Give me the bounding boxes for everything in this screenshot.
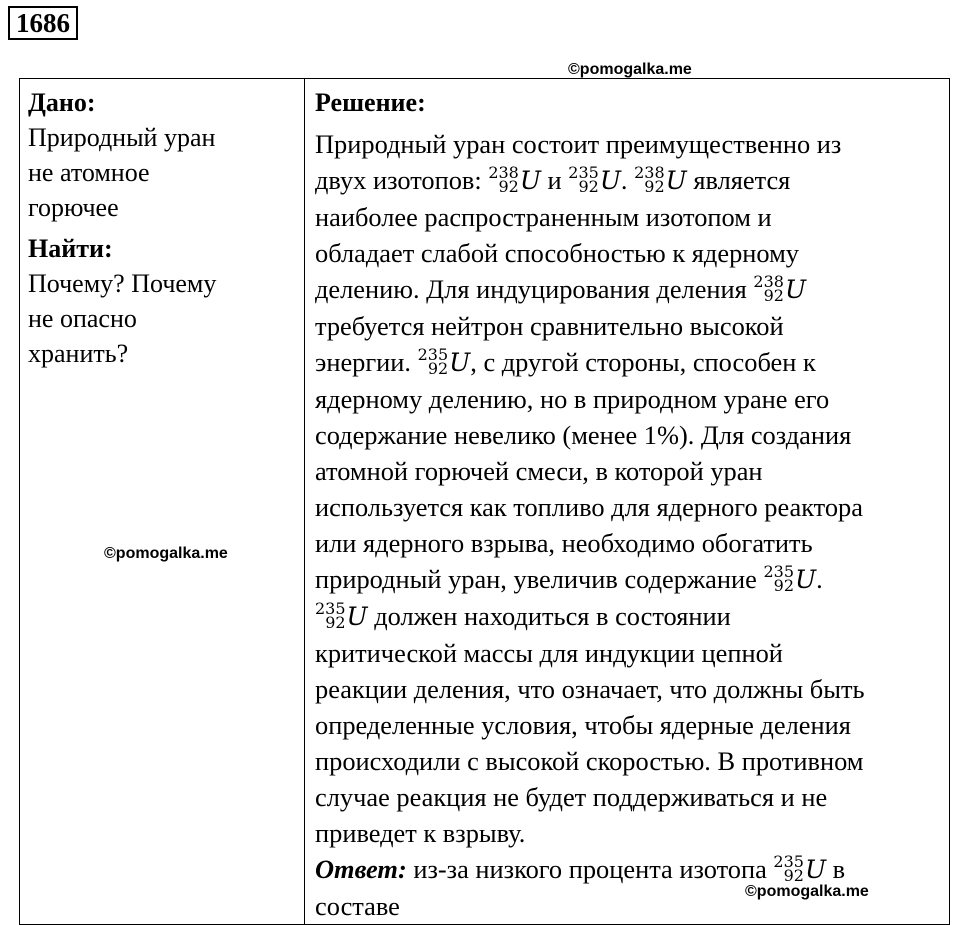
solution-line (315, 344, 945, 381)
text-run: двух изотопов: (315, 165, 489, 195)
solution-line (315, 126, 945, 162)
isotope-u238 (753, 272, 806, 308)
find-line-1: Почему? Почему (28, 269, 217, 298)
solution-line (315, 308, 945, 344)
solution-line (315, 671, 945, 707)
solution-line (315, 779, 945, 815)
watermark-top: ©pomogalka.me (568, 61, 692, 78)
find-text (28, 266, 296, 371)
isotope-u235 (315, 599, 368, 635)
atomic-number: 92 (498, 177, 519, 196)
given-heading: Дано: (28, 88, 96, 117)
given-text (28, 120, 296, 225)
text-run: используется как топливо для ядерного реактора (315, 492, 863, 522)
solution-line (315, 162, 945, 199)
mass-number: 238 (753, 272, 784, 291)
element-symbol: U (804, 855, 827, 884)
text-run: в (826, 854, 846, 884)
mass-number: 235 (568, 163, 599, 182)
mass-number: 235 (315, 599, 346, 618)
element-symbol: U (519, 166, 541, 195)
isotope-u238 (488, 163, 541, 199)
solution-line (315, 453, 945, 489)
solution-line (315, 525, 945, 561)
find-line-2: не опасно (28, 304, 137, 333)
solution-line (315, 635, 945, 671)
text-run: должен находиться в состоянии (367, 601, 731, 631)
solution-column (305, 79, 950, 925)
mass-number: 235 (773, 852, 804, 871)
text-run: приведет к взрыву. (315, 818, 526, 848)
solution-line (315, 489, 945, 525)
solution-line (315, 417, 945, 453)
mass-number: 235 (763, 562, 794, 581)
solution-heading: Решение: (315, 88, 426, 117)
solution-line (315, 199, 945, 235)
isotope-u235 (773, 852, 826, 888)
text-run: составе (315, 891, 400, 921)
element-symbol: U (665, 166, 687, 195)
text-run: , с другой стороны, способен к (470, 347, 816, 377)
text-run: энергии. (315, 347, 418, 377)
text-run: атомной горючей смеси, в которой уран (315, 456, 763, 486)
solution-line (315, 381, 945, 417)
text-run: содержание невелико (менее 1%). Для создания (315, 420, 852, 450)
text-run: . (620, 165, 635, 195)
text-run: происходили с высокой скоростью. В противном (315, 746, 864, 776)
solution-line (315, 743, 945, 779)
solution-line (315, 707, 945, 743)
given-line-1: Природный уран (28, 123, 216, 152)
solution-line (315, 235, 945, 271)
given-column (20, 79, 305, 925)
given-line-3: горючее (28, 193, 119, 222)
solution-line (315, 888, 945, 924)
watermark-bottom: ©pomogalka.me (745, 883, 869, 900)
atomic-number: 92 (427, 359, 449, 378)
solution-line (315, 598, 945, 635)
solution-line (315, 561, 945, 598)
answer-line (315, 851, 945, 888)
mass-number: 238 (488, 163, 519, 182)
element-symbol: U (599, 166, 621, 195)
atomic-number: 92 (578, 177, 599, 196)
text-run: случае реакция не будет поддерживаться и не (315, 782, 828, 812)
watermark-left: ©pomogalka.me (104, 545, 228, 562)
text-run: . (816, 564, 823, 594)
atomic-number: 92 (763, 286, 784, 305)
solution-line (315, 815, 945, 851)
text-run: делению. Для индуцирования деления (315, 274, 754, 304)
task-table (19, 78, 950, 925)
text-run: определенные условия, чтобы ядерные деления (315, 710, 851, 740)
element-symbol: U (784, 275, 807, 304)
atomic-number: 92 (644, 177, 665, 196)
isotope-u235 (568, 163, 621, 199)
isotope-u238 (634, 163, 687, 199)
text-run: или ядерного взрыва, необходимо обогатить (315, 528, 813, 558)
isotope-u235 (763, 562, 816, 598)
isotope-u235 (418, 345, 471, 381)
find-line-3: хранить? (28, 339, 129, 368)
text-run: является (686, 165, 791, 195)
text-run: природный уран, увеличив содержание (315, 564, 764, 594)
text-run: Природный уран состоит преимущественно из (315, 129, 842, 159)
solution-line (315, 271, 945, 308)
atomic-number: 92 (773, 576, 794, 595)
problem-number: 1686 (8, 6, 78, 40)
text-run: наиболее распространенным изотопом и (315, 202, 772, 232)
element-symbol: U (795, 565, 817, 594)
text-run: из-за низкого процента изотопа (406, 854, 774, 884)
given-line-2: не атомное (28, 158, 150, 187)
mass-number: 238 (634, 163, 665, 182)
atomic-number: 92 (325, 613, 346, 632)
text-run: реакции деления, что означает, что должны быть (315, 674, 865, 704)
atomic-number: 92 (783, 866, 804, 885)
mass-number: 235 (417, 345, 449, 364)
solution-text (315, 126, 945, 924)
text-run: критической массы для индукции цепной (315, 638, 783, 668)
answer-label: Ответ: (315, 854, 407, 884)
element-symbol: U (449, 348, 471, 377)
text-run: обладает слабой способностью к ядерному (315, 238, 799, 268)
find-heading: Найти: (28, 234, 113, 263)
element-symbol: U (346, 602, 368, 631)
text-run: и (540, 165, 569, 195)
text-run: ядерному делению, но в природном уране его (315, 384, 830, 414)
text-run: требуется нейтрон сравнительно высокой (315, 311, 784, 341)
